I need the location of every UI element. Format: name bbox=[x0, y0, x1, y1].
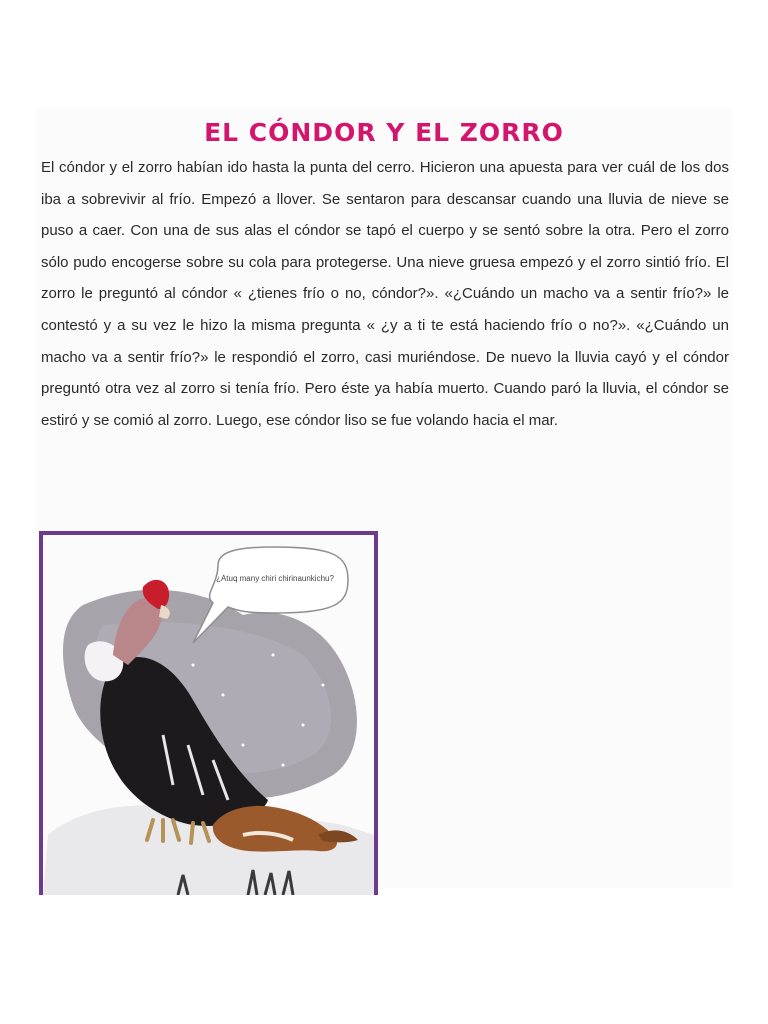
fox bbox=[213, 806, 337, 852]
story-title: EL CÓNDOR Y EL ZORRO bbox=[204, 118, 564, 147]
illustration-frame bbox=[39, 531, 378, 895]
speech-bubble-text: ¿Atuq many chiri chirinaunkichu? bbox=[216, 574, 334, 583]
condor-fox-illustration bbox=[43, 535, 374, 895]
document-page bbox=[36, 108, 732, 888]
story-body: El cóndor y el zorro habían ido hasta la punta del cerro. Hicieron una apuesta para ver cuál de los dos iba a sobrevivir al frío. Empezó a llover. Se sentaron para descansar cuando una lluvia de nieve se puso a caer. Con una de sus alas el cóndor se tapó el cuerpo y se sentó sobre la otra. Pero el zorro sólo pudo encogerse sobre su cola para protegerse. Una nieve gruesa empezó y el zorro sintió frío. El zorro le preguntó al cóndor « ¿tienes frío o no, cóndor?». «¿Cuándo un macho va a sentir frío?» le contestó y a su vez le hizo la misma pregunta « ¿y a ti te está haciendo frío o no?». «¿Cuándo un macho va a sentir frío?» le respondió el zorro, casi muriéndose. De nuevo la lluvia cayó y el cóndor preguntó otra vez al zorro si tenía frío. Pero éste ya había muerto. Cuando paró la lluvia, el cóndor se estiró y se comió al zorro. Luego, ese cóndor liso se fue volando hacia el mar. bbox=[41, 159, 729, 429]
